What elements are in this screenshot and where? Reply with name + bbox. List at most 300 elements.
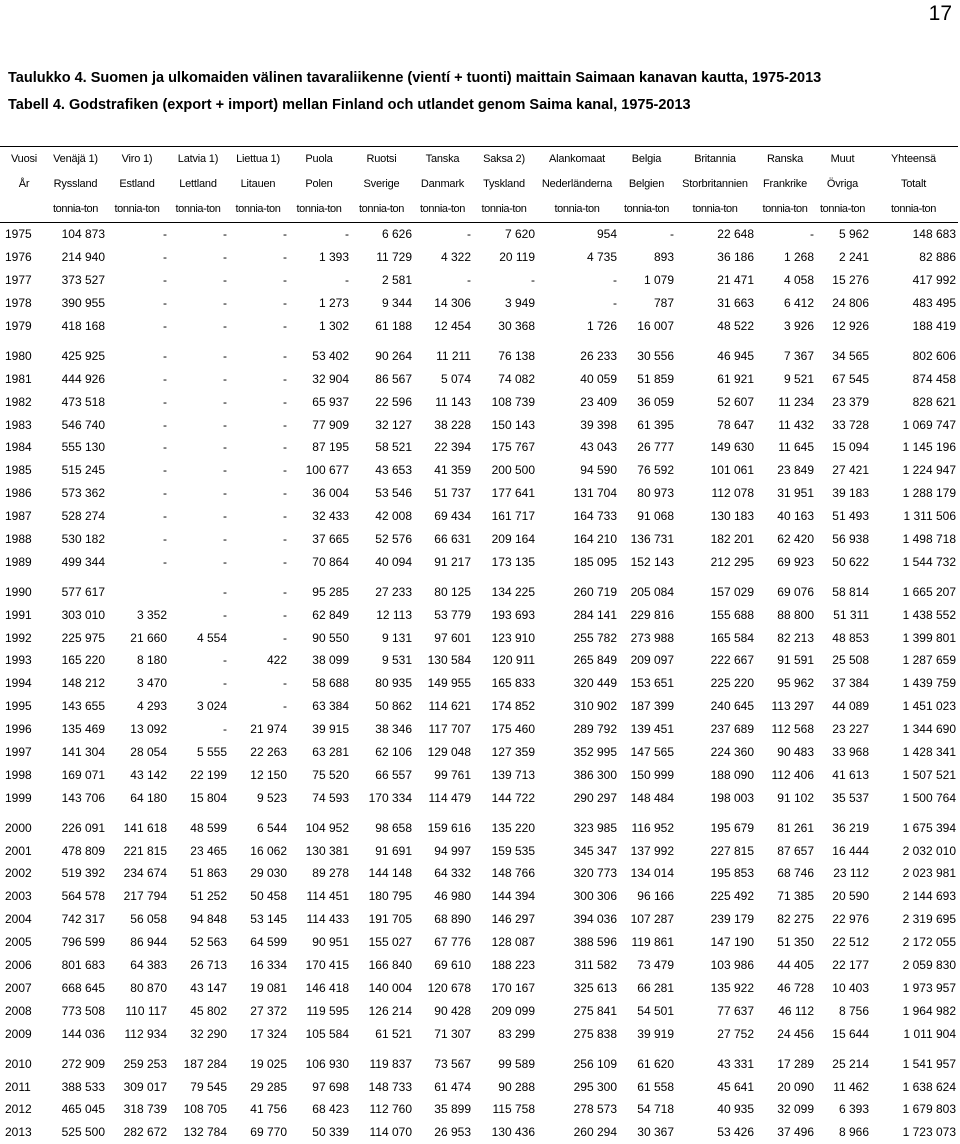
value-cell: 14 306 [434, 296, 471, 311]
value-cell: 19 081 [250, 980, 287, 995]
value-cell: 50 339 [312, 1125, 349, 1140]
value-cell: 37 665 [312, 532, 349, 547]
value-cell: 50 622 [832, 554, 869, 569]
value-cell: 63 281 [312, 745, 349, 760]
year-cell: 2011 [5, 1079, 31, 1094]
value-cell: 9 131 [381, 630, 412, 645]
value-cell: 112 078 [711, 486, 754, 501]
value-cell: 120 911 [492, 653, 535, 668]
year-cell: 2009 [5, 1026, 32, 1041]
value-cell: 97 601 [434, 630, 471, 645]
value-cell: 239 179 [710, 912, 754, 927]
value-cell: 137 992 [630, 843, 674, 858]
value-cell: 188 223 [491, 958, 535, 973]
value-cell: 169 071 [61, 767, 105, 782]
value-cell: 39 183 [832, 486, 869, 501]
unit-label: tonnia-ton [229, 196, 289, 223]
value-cell: 89 278 [312, 866, 349, 881]
value-cell: 188 090 [710, 767, 754, 782]
value-cell: 1 675 394 [902, 820, 956, 835]
year-cell: 1995 [5, 699, 32, 714]
value-cell: 45 802 [190, 1003, 227, 1018]
year-cell: 1991 [5, 607, 32, 622]
value-cell: 185 095 [573, 554, 617, 569]
value-cell: 43 147 [190, 980, 227, 995]
value-cell: 51 737 [434, 486, 471, 501]
value-cell: 71 307 [434, 1026, 471, 1041]
value-cell: - [163, 486, 167, 501]
value-cell: 289 792 [573, 722, 617, 737]
unit-label: tonnia-ton [169, 196, 229, 223]
value-cell: 114 070 [369, 1125, 412, 1140]
value-cell: 6 412 [783, 296, 814, 311]
value-cell: 130 183 [710, 509, 754, 524]
value-cell: - [283, 699, 287, 714]
value-cell: 140 004 [368, 980, 412, 995]
value-cell: 74 593 [312, 790, 349, 805]
value-cell: 78 647 [717, 417, 754, 432]
value-cell: 16 062 [250, 843, 287, 858]
year-cell: 1982 [5, 394, 32, 409]
year-cell: 1993 [5, 653, 32, 668]
value-cell: 64 180 [130, 790, 167, 805]
value-cell: - [223, 417, 227, 432]
value-cell: 77 909 [312, 417, 349, 432]
value-cell: 38 099 [312, 653, 349, 668]
value-cell: 225 220 [710, 676, 754, 691]
year-cell: 2005 [5, 935, 32, 950]
value-cell: 119 837 [369, 1056, 412, 1071]
value-cell: 275 841 [573, 1003, 617, 1018]
value-cell: - [345, 227, 349, 242]
value-cell: 33 728 [832, 417, 869, 432]
value-cell: 86 567 [375, 371, 412, 386]
value-cell: 1 393 [318, 250, 349, 265]
value-cell: - [283, 463, 287, 478]
value-cell: 1 973 957 [902, 980, 956, 995]
table-body [0, 223, 958, 1144]
value-cell: 4 554 [196, 630, 227, 645]
value-cell: 796 599 [61, 935, 105, 950]
value-cell: - [223, 394, 227, 409]
value-cell: 23 849 [777, 463, 814, 478]
value-cell: 20 119 [499, 250, 535, 265]
value-cell: 483 495 [912, 296, 956, 311]
column-header-fi: Latvia 1) [169, 147, 229, 172]
value-cell: 9 344 [381, 296, 412, 311]
value-cell: 260 294 [573, 1125, 617, 1140]
value-cell: 143 706 [61, 790, 105, 805]
value-cell: 130 381 [305, 843, 349, 858]
table-header [0, 147, 958, 223]
year-cell: 2000 [5, 820, 32, 835]
column-header-sv: Danmark [420, 177, 465, 190]
value-cell: 58 521 [375, 440, 412, 455]
value-cell: 22 199 [190, 767, 227, 782]
column-header-sv: Frankrike [762, 177, 808, 190]
value-cell: 209 164 [491, 532, 535, 547]
value-cell: 217 794 [123, 889, 167, 904]
value-cell: 425 925 [61, 348, 105, 363]
value-cell: 390 955 [61, 296, 105, 311]
column-header-fi: Ruotsi [351, 147, 414, 172]
value-cell: 65 937 [312, 394, 349, 409]
value-cell: - [283, 296, 287, 311]
year-cell: 2008 [5, 1003, 32, 1018]
value-cell: 2 581 [381, 273, 412, 288]
value-cell: 265 849 [573, 653, 617, 668]
value-cell: 11 211 [436, 348, 471, 363]
value-cell: 51 493 [832, 509, 869, 524]
value-cell: 42 008 [375, 509, 412, 524]
value-cell: 1 438 552 [902, 607, 956, 622]
value-cell: 444 926 [61, 371, 105, 386]
value-cell: 148 212 [61, 676, 105, 691]
value-cell: - [283, 486, 287, 501]
table-row [0, 292, 958, 315]
column-header-sv: Storbritannien [682, 177, 748, 190]
value-cell: 191 705 [368, 912, 412, 927]
value-cell: - [670, 227, 674, 242]
value-cell: 83 299 [498, 1026, 535, 1041]
value-cell: - [283, 250, 287, 265]
value-cell: 150 999 [630, 767, 674, 782]
column-header-sv: Övriga [826, 177, 859, 190]
value-cell: 7 620 [504, 227, 535, 242]
value-cell: 22 596 [375, 394, 412, 409]
value-cell: 29 030 [250, 866, 287, 881]
value-cell: 68 423 [312, 1102, 349, 1117]
value-cell: 52 576 [375, 532, 412, 547]
value-cell: 12 113 [376, 607, 412, 622]
value-cell: - [163, 371, 167, 386]
value-cell: - [163, 463, 167, 478]
value-cell: 5 074 [440, 371, 471, 386]
value-cell: 41 756 [250, 1102, 287, 1117]
value-cell: 564 578 [61, 889, 105, 904]
value-cell: 144 036 [61, 1026, 105, 1041]
value-cell: 20 090 [777, 1079, 814, 1094]
value-cell: 144 394 [491, 889, 535, 904]
value-cell: 1 399 801 [902, 630, 956, 645]
unit-label: tonnia-ton [107, 196, 169, 223]
value-cell: - [283, 417, 287, 432]
value-cell: 519 392 [61, 866, 105, 881]
value-cell: 46 112 [778, 1003, 814, 1018]
value-cell: 1 224 947 [902, 463, 956, 478]
value-cell: 31 951 [777, 486, 814, 501]
value-cell: 114 451 [306, 889, 349, 904]
value-cell: 1 069 747 [902, 417, 956, 432]
value-cell: - [283, 630, 287, 645]
value-cell: 119 861 [631, 935, 674, 950]
unit-label: tonnia-ton [351, 196, 414, 223]
value-cell: 33 968 [832, 745, 869, 760]
value-cell: 222 667 [710, 653, 754, 668]
value-cell: 284 141 [573, 607, 617, 622]
value-cell: 173 135 [491, 554, 535, 569]
value-cell: 37 496 [777, 1125, 814, 1140]
table-row [0, 344, 958, 367]
value-cell: 62 849 [312, 607, 349, 622]
value-cell: - [223, 509, 227, 524]
value-cell: 56 938 [832, 532, 869, 547]
value-cell: 29 285 [250, 1079, 287, 1094]
value-cell: 221 815 [123, 843, 167, 858]
value-cell: 68 890 [434, 912, 471, 927]
value-cell: 52 607 [717, 394, 754, 409]
value-cell: 874 458 [912, 371, 956, 386]
value-cell: 1 544 732 [902, 554, 956, 569]
value-cell: 147 190 [710, 935, 754, 950]
value-cell: 135 220 [491, 820, 535, 835]
value-cell: 8 756 [838, 1003, 869, 1018]
value-cell: 1 287 659 [902, 653, 956, 668]
value-cell: 225 492 [710, 889, 754, 904]
value-cell: - [283, 348, 287, 363]
value-cell: 52 563 [190, 935, 227, 950]
value-cell: 51 863 [190, 866, 227, 881]
value-cell: 170 334 [368, 790, 412, 805]
value-cell: 19 025 [250, 1056, 287, 1071]
value-cell: 37 384 [832, 676, 869, 691]
year-cell: 2004 [5, 912, 32, 927]
value-cell: - [223, 486, 227, 501]
column-header-fi: Muut [816, 147, 871, 172]
value-cell: 86 944 [130, 935, 167, 950]
value-cell: 165 833 [491, 676, 535, 691]
table-row [0, 786, 958, 809]
value-cell: 22 177 [832, 958, 869, 973]
unit-label: tonnia-ton [816, 196, 871, 223]
value-cell: 3 470 [136, 676, 167, 691]
value-cell: 66 281 [637, 980, 674, 995]
value-cell: 27 752 [717, 1026, 754, 1041]
value-cell: 114 433 [306, 912, 349, 927]
column-header-sv: Lettland [179, 177, 217, 190]
value-cell: 40 059 [580, 371, 617, 386]
table-row [0, 367, 958, 390]
value-cell: 240 645 [710, 699, 754, 714]
value-cell: 112 568 [771, 722, 814, 737]
column-header-sv: Polen [305, 177, 333, 190]
year-cell: 1976 [5, 250, 32, 265]
value-cell: 30 367 [637, 1125, 674, 1140]
value-cell: 5 962 [838, 227, 869, 242]
value-cell: 149 955 [427, 676, 471, 691]
value-cell: 386 300 [573, 767, 617, 782]
table-row [0, 885, 958, 908]
value-cell: - [223, 554, 227, 569]
value-cell: 13 092 [130, 722, 167, 737]
value-cell: - [163, 417, 167, 432]
value-cell: 3 024 [196, 699, 227, 714]
value-cell: 209 097 [630, 653, 674, 668]
column-header-fi: Venäjä 1) [46, 147, 107, 172]
value-cell: 1 723 073 [902, 1125, 956, 1140]
value-cell: 1 964 982 [902, 1003, 956, 1018]
value-cell: 147 565 [630, 745, 674, 760]
value-cell: 135 469 [61, 722, 105, 737]
decade-spacer [0, 1045, 958, 1052]
value-cell: 1 302 [318, 319, 349, 333]
value-cell: - [283, 319, 287, 333]
value-cell: 30 556 [637, 348, 674, 363]
value-cell: 195 853 [710, 866, 754, 881]
unit-label: tonnia-ton [676, 196, 756, 223]
value-cell: 1 311 506 [903, 509, 956, 524]
value-cell: 2 172 055 [902, 935, 956, 950]
value-cell: 27 233 [375, 584, 412, 599]
value-cell: - [810, 227, 814, 242]
value-cell: 260 719 [573, 584, 617, 599]
value-cell: 773 508 [61, 1003, 105, 1018]
value-cell: - [283, 509, 287, 524]
value-cell: 8 966 [838, 1125, 869, 1140]
value-cell: 205 084 [630, 584, 674, 599]
year-cell: 1998 [5, 767, 32, 782]
value-cell: 144 148 [368, 866, 412, 881]
value-cell: 23 379 [832, 394, 869, 409]
value-cell: 50 458 [250, 889, 287, 904]
value-cell: 198 003 [710, 790, 754, 805]
value-cell: 237 689 [710, 722, 754, 737]
value-cell: 90 951 [312, 935, 349, 950]
column-header-fi: Saksa 2) [473, 147, 537, 172]
value-cell: 165 220 [61, 653, 105, 668]
value-cell: 31 663 [717, 296, 754, 311]
value-cell: 50 862 [375, 699, 412, 714]
value-cell: 555 130 [61, 440, 105, 455]
value-cell: 499 344 [61, 554, 105, 569]
value-cell: 77 637 [717, 1003, 754, 1018]
value-cell: 97 698 [312, 1079, 349, 1094]
value-cell: 20 590 [832, 889, 869, 904]
value-cell: 24 456 [777, 1026, 814, 1041]
table-row [0, 459, 958, 482]
value-cell: 67 776 [434, 935, 471, 950]
value-cell: 61 188 [375, 319, 412, 333]
value-cell: 11 432 [778, 417, 814, 432]
value-cell: 39 398 [580, 417, 617, 432]
table-row [0, 954, 958, 977]
value-cell: 53 779 [434, 607, 471, 622]
value-cell: 91 102 [777, 790, 814, 805]
value-cell: 801 683 [61, 958, 105, 973]
table-row [0, 482, 958, 505]
value-cell: 1 500 764 [902, 790, 956, 805]
value-cell: 6 544 [256, 820, 287, 835]
value-cell: 6 393 [838, 1102, 869, 1117]
value-cell: 131 704 [573, 486, 617, 501]
value-cell: 32 127 [375, 417, 412, 432]
value-cell: 195 679 [710, 820, 754, 835]
value-cell: 64 599 [250, 935, 287, 950]
value-cell: 8 180 [136, 653, 167, 668]
value-cell: 87 195 [312, 440, 349, 455]
value-cell: 21 974 [250, 722, 287, 737]
value-cell: 46 728 [777, 980, 814, 995]
value-cell: 175 460 [491, 722, 535, 737]
value-cell: 90 288 [498, 1079, 535, 1094]
value-cell: 1 273 [318, 296, 349, 311]
value-cell: 32 290 [190, 1026, 227, 1041]
value-cell: 119 595 [306, 1003, 349, 1018]
value-cell: 144 722 [491, 790, 535, 805]
decade-spacer [0, 337, 958, 344]
freight-table [0, 146, 958, 1144]
value-cell: 43 142 [130, 767, 167, 782]
value-cell: - [223, 463, 227, 478]
value-cell: 112 934 [124, 1026, 167, 1041]
value-cell: 67 545 [832, 371, 869, 386]
decade-spacer [0, 573, 958, 580]
value-cell: 1 011 904 [903, 1026, 956, 1041]
value-cell: 139 713 [491, 767, 535, 782]
table-row [0, 580, 958, 603]
value-cell: 69 610 [434, 958, 471, 973]
value-cell: 187 399 [630, 699, 674, 714]
value-cell: 22 512 [832, 935, 869, 950]
value-cell: 1 679 803 [902, 1102, 956, 1117]
value-cell: 80 935 [375, 676, 412, 691]
value-cell: 2 032 010 [902, 843, 956, 858]
value-cell: 94 590 [580, 463, 617, 478]
value-cell: 4 322 [440, 250, 471, 265]
value-cell: 146 418 [305, 980, 349, 995]
value-cell: 152 143 [630, 554, 674, 569]
value-cell: 40 935 [717, 1102, 754, 1117]
value-cell: 23 409 [580, 394, 617, 409]
value-cell: 28 054 [130, 745, 167, 760]
value-cell: 44 405 [777, 958, 814, 973]
value-cell: 112 760 [369, 1102, 412, 1117]
value-cell: 21 471 [717, 273, 754, 288]
value-cell: 45 641 [717, 1079, 754, 1094]
value-cell: 150 143 [491, 417, 535, 432]
value-cell: 66 631 [434, 532, 471, 547]
value-cell: 98 658 [375, 820, 412, 835]
value-cell: 149 630 [710, 440, 754, 455]
page-number: 17 [928, 2, 952, 25]
value-cell: 136 731 [630, 532, 674, 547]
value-cell: 112 406 [771, 767, 814, 782]
value-cell: 48 853 [832, 630, 869, 645]
value-cell: 2 144 693 [902, 889, 956, 904]
value-cell: - [163, 440, 167, 455]
value-cell: - [163, 319, 167, 333]
value-cell: 174 852 [491, 699, 535, 714]
year-cell: 1980 [5, 348, 32, 363]
value-cell: - [163, 394, 167, 409]
value-cell: 116 952 [631, 820, 674, 835]
value-cell: 170 415 [305, 958, 349, 973]
value-cell: 26 713 [190, 958, 227, 973]
value-cell: 668 645 [61, 980, 105, 995]
value-cell: 39 915 [312, 722, 349, 737]
value-cell: 130 584 [427, 653, 471, 668]
year-cell: 1986 [5, 486, 32, 501]
value-cell: - [283, 440, 287, 455]
value-cell: 53 546 [375, 486, 412, 501]
value-cell: 46 980 [434, 889, 471, 904]
value-cell: 165 584 [710, 630, 754, 645]
value-cell: 24 806 [832, 296, 869, 311]
value-cell: 53 145 [250, 912, 287, 927]
value-cell: 373 527 [61, 273, 105, 288]
value-cell: 40 094 [375, 554, 412, 569]
value-cell: 134 225 [491, 584, 535, 599]
